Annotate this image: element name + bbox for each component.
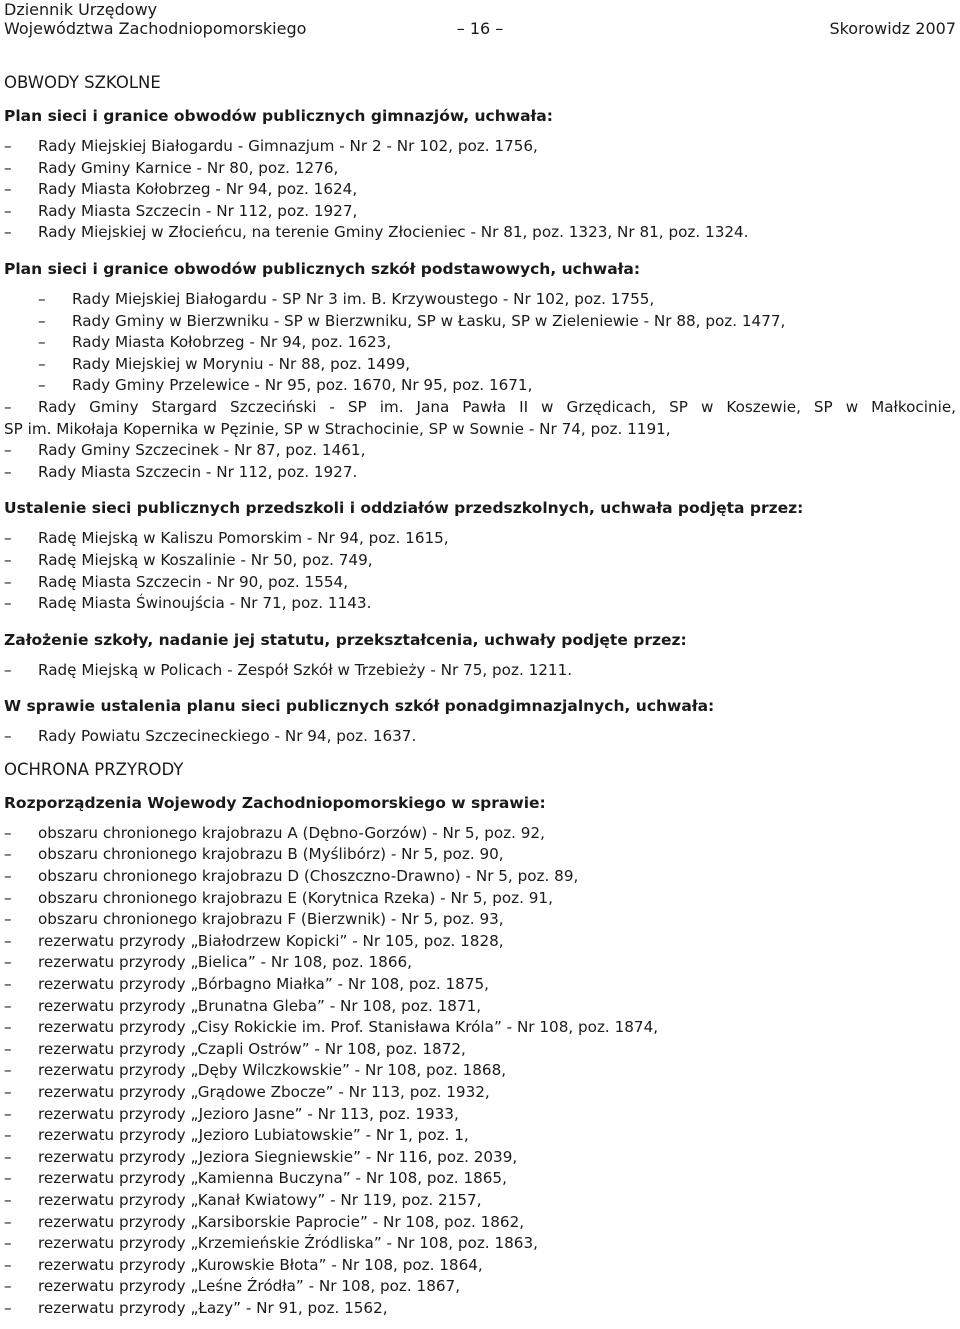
list-item	[4, 660, 956, 682]
list-item	[4, 1104, 956, 1126]
list-item-text: Rady Miasta Kołobrzeg - Nr 94, poz. 1623,	[72, 333, 392, 352]
dash-bullet: –	[4, 201, 12, 220]
list-przedszkola	[4, 528, 956, 614]
dash-bullet: –	[4, 1234, 12, 1253]
dash-bullet: –	[38, 333, 46, 352]
list-item-text: Radę Miejską w Policach - Zespół Szkół w Trzebieży - Nr 75, poz. 1211.	[38, 660, 573, 679]
list-item-text: rezerwatu przyrody „Białodrzew Kopicki” - Nr 105, poz. 1828,	[38, 931, 504, 950]
list-item-text: rezerwatu przyrody „Bórbagno Miałka” - Nr 108, poz. 1875,	[38, 975, 489, 994]
list-item-text: rezerwatu przyrody „Karsiborskie Paprocie” - Nr 108, poz. 1862,	[38, 1212, 525, 1231]
list-item-text: Rady Miasta Szczecin - Nr 112, poz. 1927.	[38, 462, 358, 481]
list-item-text: Rady Miasta Szczecin - Nr 112, poz. 1927,	[38, 201, 358, 220]
index-label: Skorowidz 2007	[829, 19, 956, 38]
list-item-text: rezerwatu przyrody „Jezioro Lubiatowskie” - Nr 1, poz. 1,	[38, 1126, 469, 1145]
list-item	[4, 528, 956, 550]
list-item	[4, 952, 956, 974]
list-ponadgimnazjalne	[4, 726, 956, 748]
dash-bullet: –	[4, 1126, 12, 1145]
section-title-schools: OBWODY SZKOLNE	[4, 73, 161, 92]
list-item	[4, 888, 956, 910]
list-item-text: rezerwatu przyrody „Kanał Kwiatowy” - Nr 119, poz. 2157,	[38, 1190, 482, 1209]
dash-bullet: –	[4, 180, 12, 199]
list-item	[4, 909, 956, 931]
journal-title-line1: Dziennik Urzędowy	[4, 0, 158, 19]
dash-bullet: –	[4, 1039, 12, 1058]
list-item-text: rezerwatu przyrody „Jezioro Jasne” - Nr 113, poz. 1933,	[38, 1104, 459, 1123]
heading-gimnazja: Plan sieci i granice obwodów publicznych gimnazjów, uchwała:	[4, 107, 553, 125]
dash-bullet: –	[4, 823, 12, 842]
list-item	[4, 1168, 956, 1190]
dash-bullet: –	[4, 1018, 12, 1037]
list-item-text: rezerwatu przyrody „Dęby Wilczkowskie” - Nr 108, poz. 1868,	[38, 1061, 507, 1080]
document-body	[4, 70, 956, 1320]
list-item	[4, 931, 956, 953]
list-item	[4, 201, 956, 223]
dash-bullet: –	[38, 376, 46, 395]
list-item	[4, 1017, 956, 1039]
list-item	[4, 974, 956, 996]
list-item-text: rezerwatu przyrody „Brunatna Gleba” - Nr 108, poz. 1871,	[38, 996, 482, 1015]
dash-bullet: –	[4, 888, 12, 907]
heading-rozporzadzenia: Rozporządzenia Wojewody Zachodniopomorskiego w sprawie:	[4, 793, 546, 812]
list-item	[4, 1212, 956, 1234]
list-item	[4, 397, 956, 419]
dash-bullet: –	[4, 931, 12, 950]
heading-szkoly-podstawowe: Plan sieci i granice obwodów publicznych szkół podstawowych, uchwała:	[4, 259, 641, 278]
dash-bullet: –	[4, 1277, 12, 1296]
list-item-continuation: SP im. Mikołaja Kopernika w Pęzinie, SP w Strachocinie, SP w Sownie - Nr 74, poz. 1191,	[4, 419, 671, 438]
page-number: – 16 –	[456, 19, 504, 38]
list-gimnazja	[4, 136, 956, 244]
list-item-text: obszaru chronionego krajobrazu D (Choszczno-Drawno) - Nr 5, poz. 89,	[38, 867, 579, 886]
dash-bullet: –	[4, 953, 12, 972]
list-item-text: Radę Miasta Świnoujścia - Nr 71, poz. 1143.	[38, 594, 372, 613]
list-item	[4, 572, 956, 594]
dash-bullet: –	[4, 660, 12, 679]
dash-bullet: –	[4, 1298, 12, 1317]
dash-bullet: –	[38, 289, 46, 308]
list-item	[4, 726, 956, 748]
list-szkoly-podstawowe	[4, 289, 956, 419]
list-item	[38, 332, 956, 354]
list-item-text: Rady Miejskiej Białogardu - Gimnazjum - Nr 2 - Nr 102, poz. 1756,	[38, 137, 538, 155]
list-item	[4, 550, 956, 572]
list-item	[38, 289, 956, 311]
dash-bullet: –	[4, 158, 12, 177]
list-item-text: rezerwatu przyrody „Czapli Ostrów” - Nr 108, poz. 1872,	[38, 1039, 466, 1058]
dash-bullet: –	[4, 1147, 12, 1166]
dash-bullet: –	[4, 867, 12, 886]
list-item-text: Rady Powiatu Szczecineckiego - Nr 94, poz. 1637.	[38, 727, 417, 746]
list-item-text: rezerwatu przyrody „Krzemieńskie Źródliska” - Nr 108, poz. 1863,	[38, 1234, 538, 1253]
list-item	[4, 1276, 956, 1298]
list-item	[4, 179, 956, 201]
list-item	[4, 1255, 956, 1277]
list-item-text: Rady Miejskiej w Złocieńcu, na terenie Gminy Złocieniec - Nr 81, poz. 1323, Nr 81, poz. 1324.	[38, 223, 749, 242]
list-item-text: obszaru chronionego krajobrazu A (Dębno-Gorzów) - Nr 5, poz. 92,	[38, 823, 545, 842]
dash-bullet: –	[4, 1190, 12, 1209]
list-item-text: Rady Miejskiej Białogardu - SP Nr 3 im. B. Krzywoustego - Nr 102, poz. 1755,	[72, 289, 655, 308]
list-group	[4, 289, 956, 397]
list-item	[4, 593, 956, 615]
dash-bullet: –	[4, 529, 12, 548]
list-ochrona-przyrody	[4, 823, 956, 1320]
list-item-text: rezerwatu przyrody „Jeziora Siegniewskie” - Nr 116, poz. 2039,	[38, 1147, 518, 1166]
list-item	[4, 440, 956, 462]
dash-bullet: –	[4, 550, 12, 569]
list-item	[4, 844, 956, 866]
list-item-text: Rady Gminy Karnice - Nr 80, poz. 1276,	[38, 158, 339, 177]
list-item-text: Rady Gminy Przelewice - Nr 95, poz. 1670, Nr 95, poz. 1671,	[72, 376, 533, 395]
list-item	[4, 462, 956, 484]
list-szkoly-podstawowe-tail	[4, 440, 956, 483]
heading-ponadgimnazjalne: W sprawie ustalenia planu sieci publicznych szkół ponadgimnazjalnych, uchwała:	[4, 697, 715, 716]
dash-bullet: –	[4, 137, 12, 155]
list-item	[4, 1082, 956, 1104]
list-item-text: Rady Gminy Szczecinek - Nr 87, poz. 1461,	[38, 441, 366, 460]
page-header	[4, 0, 956, 44]
list-item	[4, 136, 956, 158]
list-item	[38, 375, 956, 397]
dash-bullet: –	[4, 975, 12, 994]
list-item-text: Rady Miasta Kołobrzeg - Nr 94, poz. 1624,	[38, 180, 358, 199]
heading-zalozenie-szkoly: Założenie szkoły, nadanie jej statutu, przekształcenia, uchwały podjęte przez:	[4, 630, 687, 649]
list-item	[4, 1190, 956, 1212]
list-item-text: rezerwatu przyrody „Kurowskie Błota” - Nr 108, poz. 1864,	[38, 1255, 483, 1274]
list-item	[4, 1233, 956, 1255]
list-item	[4, 158, 956, 180]
dash-bullet: –	[38, 311, 46, 330]
dash-bullet: –	[4, 996, 12, 1015]
list-item-text: rezerwatu przyrody „Grądowe Zbocze” - Nr 113, poz. 1932,	[38, 1083, 490, 1101]
list-item	[4, 222, 956, 244]
list-item-text: rezerwatu przyrody „Łazy” - Nr 91, poz. 1562,	[38, 1298, 388, 1317]
list-item	[4, 866, 956, 888]
list-item	[4, 1298, 956, 1320]
list-item-text: obszaru chronionego krajobrazu E (Korytnica Rzeka) - Nr 5, poz. 91,	[38, 888, 553, 907]
list-item-text: Rady Gminy w Bierzwniku - SP w Bierzwniku, SP w Łasku, SP w Zieleniewie - Nr 88, poz. 1477,	[72, 311, 786, 330]
list-item	[4, 1147, 956, 1169]
journal-title-line2: Województwa Zachodniopomorskiego	[4, 19, 307, 38]
list-item-text: rezerwatu przyrody „Cisy Rokickie im. Prof. Stanisława Króla” - Nr 108, poz. 1874,	[38, 1018, 659, 1037]
list-item-text: Radę Miejską w Kaliszu Pomorskim - Nr 94, poz. 1615,	[38, 529, 449, 548]
list-item-text: rezerwatu przyrody „Bielica” - Nr 108, poz. 1866,	[38, 953, 412, 972]
list-item	[4, 1125, 956, 1147]
dash-bullet: –	[4, 441, 12, 460]
list-item-text: rezerwatu przyrody „Leśne Źródła” - Nr 108, poz. 1867,	[38, 1277, 461, 1296]
list-item-text: obszaru chronionego krajobrazu F (Bierzwnik) - Nr 5, poz. 93,	[38, 910, 504, 929]
list-item-text: Radę Miejską w Koszalinie - Nr 50, poz. 749,	[38, 550, 373, 569]
dash-bullet: –	[4, 727, 12, 746]
list-item	[38, 354, 956, 376]
list-item	[4, 1060, 956, 1082]
list-item	[4, 996, 956, 1018]
list-item-text: obszaru chronionego krajobrazu B (Myślibórz) - Nr 5, poz. 90,	[38, 845, 504, 864]
list-item-text: Radę Miasta Szczecin - Nr 90, poz. 1554,	[38, 572, 349, 591]
dash-bullet: –	[4, 1104, 12, 1123]
dash-bullet: –	[4, 594, 12, 613]
list-item	[4, 823, 956, 845]
list-item	[38, 311, 956, 333]
section-title-nature: OCHRONA PRZYRODY	[4, 759, 184, 779]
dash-bullet: –	[4, 1061, 12, 1080]
heading-przedszkola: Ustalenie sieci publicznych przedszkoli i oddziałów przedszkolnych, uchwała podjęta przez:	[4, 499, 804, 518]
list-zalozenie-szkoly	[4, 660, 956, 682]
dash-bullet: –	[4, 1212, 12, 1231]
list-item-text: rezerwatu przyrody „Kamienna Buczyna” - Nr 108, poz. 1865,	[38, 1169, 507, 1188]
dash-bullet: –	[4, 845, 12, 864]
dash-bullet: –	[4, 397, 12, 416]
dash-bullet: –	[4, 910, 12, 929]
list-item-text: Rady Gminy Stargard Szczeciński - SP im. Jana Pawła II w Grzędicach, SP w Koszewie, SP w Małkocinie,	[38, 397, 956, 416]
list-item-text: Rady Miejskiej w Moryniu - Nr 88, poz. 1499,	[72, 354, 411, 373]
list-item	[4, 1039, 956, 1061]
dash-bullet: –	[4, 1255, 12, 1274]
dash-bullet: –	[4, 572, 12, 591]
dash-bullet: –	[4, 1083, 12, 1101]
dash-bullet: –	[38, 354, 46, 373]
dash-bullet: –	[4, 462, 12, 481]
dash-bullet: –	[4, 223, 12, 242]
dash-bullet: –	[4, 1169, 12, 1188]
